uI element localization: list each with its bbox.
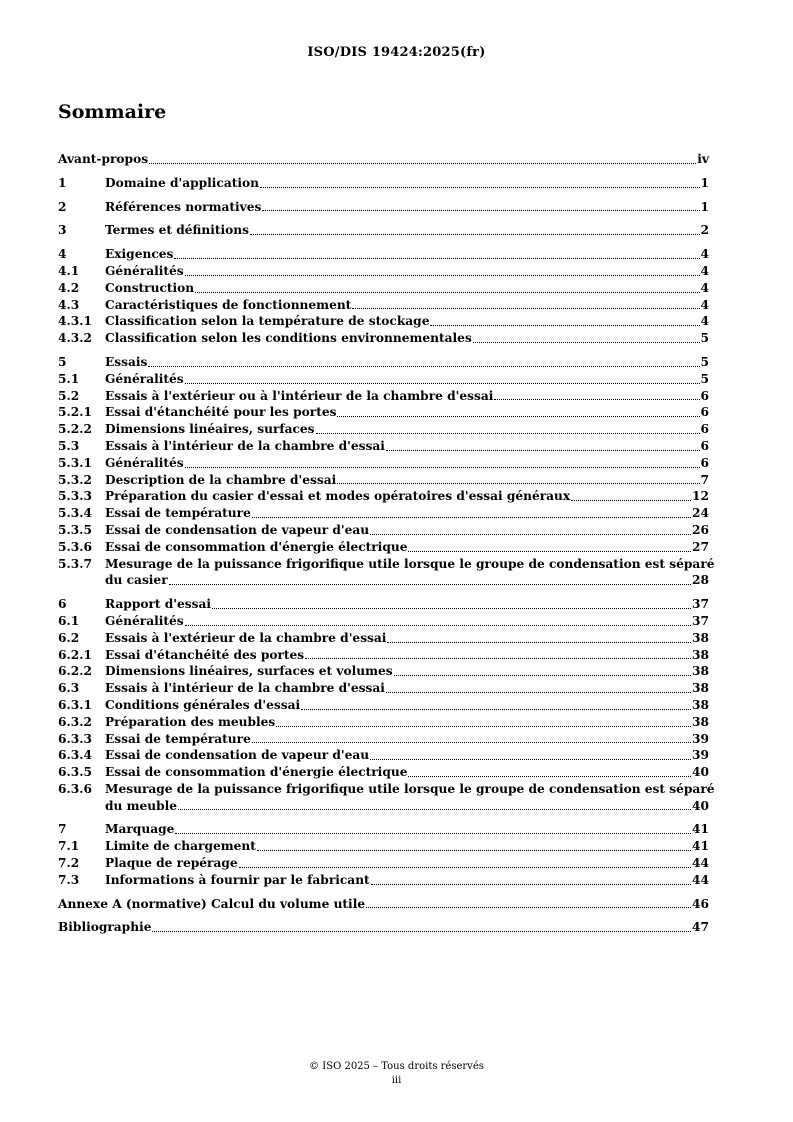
toc-dot-leader	[337, 482, 699, 484]
toc-entry-number: 6.3.4	[58, 748, 92, 763]
toc-entry-page: 6	[700, 455, 709, 470]
toc-dot-leader	[394, 674, 691, 676]
toc-entry-page: 24	[692, 506, 709, 521]
toc-entry[interactable]	[58, 263, 709, 280]
toc-dot-leader	[387, 641, 691, 643]
toc-dot-leader	[185, 274, 700, 276]
toc-dot-leader	[149, 162, 696, 164]
toc-entry-continuation[interactable]	[58, 572, 709, 589]
toc-entry[interactable]	[58, 596, 709, 613]
toc-entry-continuation[interactable]	[58, 798, 709, 815]
toc-dot-leader	[195, 291, 699, 293]
toc-dot-leader	[494, 398, 699, 400]
document-header: ISO/DIS 19424:2025(fr)	[307, 45, 486, 60]
toc-entry[interactable]	[58, 714, 709, 731]
toc-entry-page: 7	[700, 472, 709, 487]
toc-entry-page: 4	[700, 314, 709, 329]
toc-entry[interactable]	[58, 175, 709, 192]
toc-entry[interactable]	[58, 472, 709, 489]
toc-dot-leader	[185, 382, 700, 384]
toc-dot-leader	[337, 415, 699, 417]
toc-entry-page: 39	[692, 748, 709, 763]
toc-dot-leader	[152, 930, 691, 932]
toc-entry-page: 5	[700, 331, 709, 346]
toc-dot-leader	[386, 691, 691, 693]
toc-entry-page: 4	[700, 247, 709, 262]
toc-entry-number: 4.3.1	[58, 314, 92, 329]
toc-entry-label: Rapport d'essai	[105, 597, 212, 612]
toc-entry-page: 41	[692, 822, 709, 837]
toc-entry-page: 4	[700, 263, 709, 278]
toc-entry-number: 7.2	[58, 856, 80, 871]
toc-dot-leader	[571, 499, 691, 501]
toc-entry-page: 40	[692, 798, 709, 813]
toc-dot-leader	[175, 832, 691, 834]
toc-entry-label: Essai d'étanchéité pour les portes	[105, 405, 337, 420]
toc-entry-number: 5.2.1	[58, 405, 92, 420]
toc-entry-page: 27	[692, 539, 709, 554]
toc-entry[interactable]	[58, 313, 709, 330]
toc-entry-page: 46	[692, 896, 709, 911]
toc-entry-page: 12	[692, 489, 709, 504]
toc-entry[interactable]	[58, 455, 709, 472]
toc-entry-label: Essai d'étanchéité des portes	[105, 647, 305, 662]
toc-entry-label: Essais	[105, 354, 148, 369]
toc-entry[interactable]	[58, 663, 709, 680]
toc-entry[interactable]	[58, 680, 709, 697]
toc-entry-number: 6.3.5	[58, 765, 92, 780]
toc-entry-label: Domaine d'application	[105, 175, 259, 190]
toc-entry-label: Classification selon la température de stockage	[105, 314, 430, 329]
toc-dot-leader	[352, 307, 699, 309]
toc-dot-leader	[473, 341, 700, 343]
toc-entry-page: 47	[692, 920, 709, 935]
toc-entry-page: 44	[692, 856, 709, 871]
page-footer	[0, 1060, 793, 1088]
toc-entry-number: 6.3.6	[58, 781, 92, 796]
toc-entry[interactable]	[58, 388, 709, 405]
toc-entry-number: 6.3.1	[58, 697, 92, 712]
copyright-notice: © ISO 2025 – Tous droits réservés	[309, 1061, 484, 1072]
toc-entry-label: Essai de condensation de vapeur d'eau	[105, 522, 370, 537]
toc-entry[interactable]	[58, 697, 709, 714]
table-of-contents	[58, 151, 715, 936]
toc-entry-number: 5	[58, 354, 67, 369]
toc-entry-page: 40	[692, 765, 709, 780]
toc-entry-number: 5.1	[58, 371, 80, 386]
toc-entry-page: 38	[692, 714, 709, 729]
toc-entry-page: 38	[692, 630, 709, 645]
toc-entry-number: 5.3.5	[58, 522, 92, 537]
toc-dot-leader	[276, 725, 691, 727]
toc-entry-label: Essais à l'extérieur de la chambre d'essai	[105, 630, 387, 645]
toc-entry[interactable]	[58, 438, 709, 455]
toc-dot-leader	[148, 365, 699, 367]
toc-entry-label: Plaque de repérage	[105, 856, 238, 871]
toc-entry-label: Essai de consommation d'énergie électrique	[105, 765, 408, 780]
toc-entry[interactable]	[58, 872, 709, 889]
toc-entry-label: Description de la chambre d'essai	[105, 472, 337, 487]
toc-entry-label: Classification selon les conditions environnementales	[105, 331, 472, 346]
toc-entry-label: Essais à l'intérieur de la chambre d'essai	[105, 681, 385, 696]
toc-entry-page: 37	[692, 613, 709, 628]
toc-entry-label: Essai de consommation d'énergie électrique	[105, 539, 408, 554]
toc-entry[interactable]	[58, 330, 709, 347]
toc-entry-label: Généralités	[105, 613, 184, 628]
toc-dot-leader	[301, 708, 691, 710]
toc-dot-leader	[185, 624, 691, 626]
toc-entry[interactable]	[58, 199, 709, 216]
toc-entry-number: 6.2.1	[58, 647, 92, 662]
toc-dot-leader	[239, 866, 691, 868]
toc-dot-leader	[169, 583, 691, 585]
toc-entry-label: Bibliographie	[58, 920, 152, 935]
toc-dot-leader	[408, 775, 691, 777]
toc-entry-label: Mesurage de la puissance frigorifique utile lorsque le groupe de condensation est séparé	[105, 556, 715, 571]
toc-entry-page: 26	[692, 522, 709, 537]
toc-entry-label: Préparation du casier d'essai et modes opératoires d'essai généraux	[105, 489, 571, 504]
toc-entry-number: 7.1	[58, 839, 80, 854]
toc-entry-label: Dimensions linéaires, surfaces	[105, 422, 315, 437]
toc-entry[interactable]	[58, 731, 709, 748]
toc-entry-label: Références normatives	[105, 199, 262, 214]
toc-entry[interactable]	[58, 630, 709, 647]
page-number: iii	[391, 1075, 402, 1086]
toc-entry-page: 4	[700, 280, 709, 295]
toc-entry-page: 38	[692, 664, 709, 679]
toc-entry-label: Généralités	[105, 455, 184, 470]
toc-entry-page: 1	[700, 199, 709, 214]
toc-entry-number: 6.3.3	[58, 731, 92, 746]
toc-entry-number: 5.2	[58, 388, 80, 403]
toc-dot-leader	[366, 906, 691, 908]
toc-entry[interactable]	[58, 896, 709, 913]
toc-entry-number: 6.3	[58, 681, 80, 696]
toc-dot-leader	[371, 883, 691, 885]
toc-entry-number: 6	[58, 597, 67, 612]
toc-entry-page: 6	[700, 438, 709, 453]
toc-entry-page: 6	[700, 422, 709, 437]
toc-entry-page: 5	[700, 354, 709, 369]
toc-entry[interactable]	[58, 613, 709, 630]
toc-entry[interactable]	[58, 556, 715, 573]
toc-entry-number: 4.3.2	[58, 331, 92, 346]
toc-entry-number: 5.3	[58, 438, 80, 453]
toc-entry-label: Limite de chargement	[105, 839, 256, 854]
toc-entry-number: 5.3.1	[58, 455, 92, 470]
toc-dot-leader	[260, 186, 700, 188]
toc-entry-page: 28	[692, 573, 709, 588]
toc-entry[interactable]	[58, 488, 709, 505]
toc-entry-page: 1	[700, 175, 709, 190]
toc-entry-number: 7	[58, 822, 67, 837]
toc-entry-label: Avant-propos	[58, 152, 149, 166]
toc-entry-number: 3	[58, 223, 67, 238]
toc-dot-leader	[262, 209, 699, 211]
toc-entry-page: 6	[700, 388, 709, 403]
toc-entry-label: Essai de température	[105, 506, 251, 521]
toc-entry-label: Informations à fournir par le fabricant	[105, 872, 370, 887]
toc-entry-label: Essai de température	[105, 731, 251, 746]
toc-entry-page: 2	[700, 223, 709, 238]
toc-entry-number: 5.3.7	[58, 556, 92, 571]
toc-entry[interactable]	[58, 371, 709, 388]
toc-entry-page: 38	[692, 647, 709, 662]
toc-entry-number: 6.2.2	[58, 664, 92, 679]
toc-entry-page: 44	[692, 872, 709, 887]
toc-entry-label: Essai de condensation de vapeur d'eau	[105, 748, 370, 763]
toc-dot-leader	[252, 516, 691, 518]
toc-entry-page: iv	[697, 152, 709, 166]
toc-dot-leader	[370, 533, 691, 535]
toc-entry-number: 6.1	[58, 613, 80, 628]
toc-entry[interactable]	[58, 855, 709, 872]
toc-entry-number: 6.3.2	[58, 714, 92, 729]
toc-entry-label: Essais à l'intérieur de la chambre d'essai	[105, 438, 385, 453]
toc-entry[interactable]	[58, 222, 709, 239]
toc-entry-number: 5.3.2	[58, 472, 92, 487]
toc-dot-leader	[252, 741, 691, 743]
toc-entry-label: Annexe A (normative) Calcul du volume utile	[58, 896, 366, 911]
toc-entry-label: Essais à l'extérieur ou à l'intérieur de la chambre d'essai	[105, 388, 494, 403]
toc-entry-label-continued: du meuble	[105, 798, 178, 813]
toc-entry-label: Conditions générales d'essai	[105, 697, 301, 712]
toc-entry-number: 7.3	[58, 872, 80, 887]
toc-entry-label: Généralités	[105, 371, 184, 386]
toc-entry-number: 4	[58, 247, 67, 262]
toc-entry[interactable]	[58, 297, 709, 314]
toc-entry-number: 6.2	[58, 630, 80, 645]
toc-entry-page: 38	[692, 681, 709, 696]
toc-entry-label: Généralités	[105, 263, 184, 278]
toc-entry[interactable]	[58, 764, 709, 781]
toc-entry-label: Exigences	[105, 247, 174, 262]
toc-dot-leader	[408, 550, 691, 552]
toc-dot-leader	[386, 449, 700, 451]
toc-entry[interactable]	[58, 539, 709, 556]
toc-entry-page: 37	[692, 597, 709, 612]
toc-entry[interactable]	[58, 919, 709, 936]
toc-entry[interactable]	[58, 747, 709, 764]
toc-dot-leader	[305, 657, 691, 659]
toc-entry-number: 4.3	[58, 297, 80, 312]
toc-entry-number: 5.2.2	[58, 422, 92, 437]
toc-entry-label: Préparation des meubles	[105, 714, 276, 729]
toc-entry-number: 5.3.3	[58, 489, 92, 504]
toc-entry[interactable]	[58, 505, 709, 522]
toc-entry[interactable]	[58, 838, 709, 855]
toc-dot-leader	[212, 607, 691, 609]
toc-entry-number: 1	[58, 175, 67, 190]
toc-entry-label: Construction	[105, 280, 195, 295]
toc-entry[interactable]	[58, 781, 715, 798]
toc-entry[interactable]	[58, 280, 709, 297]
toc-entry-number: 5.3.4	[58, 506, 92, 521]
toc-dot-leader	[370, 758, 691, 760]
toc-dot-leader	[174, 257, 699, 259]
toc-entry[interactable]	[58, 354, 709, 371]
toc-entry-number: 4.1	[58, 263, 80, 278]
toc-entry[interactable]	[58, 404, 709, 421]
toc-entry-label: Marquage	[105, 822, 175, 837]
toc-entry[interactable]	[58, 647, 709, 664]
toc-entry-label: Dimensions linéaires, surfaces et volumes	[105, 664, 393, 679]
toc-dot-leader	[178, 808, 691, 810]
toc-entry-page: 4	[700, 297, 709, 312]
toc-entry-page: 6	[700, 405, 709, 420]
toc-entry-number: 2	[58, 199, 67, 214]
toc-entry-number: 5.3.6	[58, 539, 92, 554]
page-title: Sommaire	[58, 101, 167, 123]
toc-dot-leader	[316, 432, 700, 434]
toc-entry-page: 38	[692, 697, 709, 712]
toc-entry-label: Caractéristiques de fonctionnement	[105, 297, 352, 312]
toc-entry-label-continued: du casier	[105, 573, 168, 588]
toc-entry[interactable]	[58, 522, 709, 539]
toc-entry[interactable]	[58, 151, 709, 168]
toc-entry-label: Mesurage de la puissance frigorifique utile lorsque le groupe de condensation est séparé	[105, 781, 715, 796]
toc-dot-leader	[185, 466, 700, 468]
toc-dot-leader	[257, 849, 691, 851]
toc-dot-leader	[430, 324, 699, 326]
toc-entry-page: 41	[692, 839, 709, 854]
toc-entry-page: 39	[692, 731, 709, 746]
toc-entry-page: 5	[700, 371, 709, 386]
toc-entry[interactable]	[58, 421, 709, 438]
toc-entry-label: Termes et définitions	[105, 223, 249, 238]
toc-entry-number: 4.2	[58, 280, 80, 295]
toc-dot-leader	[250, 233, 700, 235]
toc-entry[interactable]	[58, 246, 709, 263]
toc-entry[interactable]	[58, 821, 709, 838]
